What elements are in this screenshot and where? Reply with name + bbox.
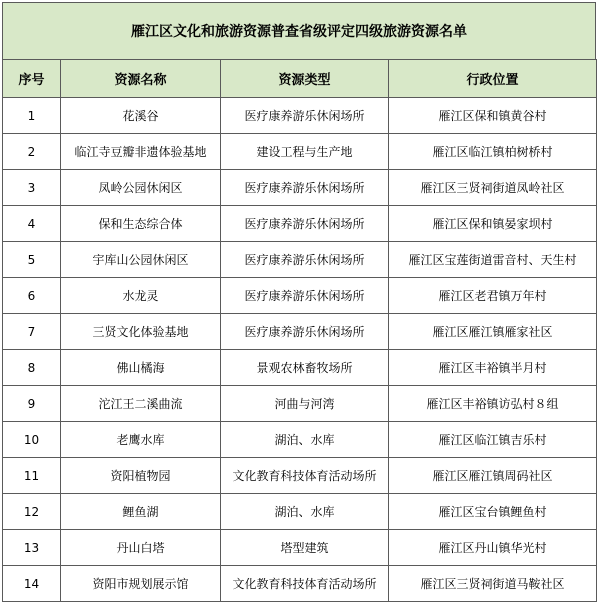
cell-index: 1	[3, 98, 61, 134]
cell-resource-name: 花溪谷	[61, 98, 221, 134]
cell-resource-type: 文化教育科技体育活动场所	[221, 458, 389, 494]
cell-resource-type: 医疗康养游乐休闲场所	[221, 278, 389, 314]
header-index: 序号	[3, 60, 61, 98]
cell-resource-type: 塔型建筑	[221, 530, 389, 566]
table-row	[3, 170, 597, 206]
cell-resource-type: 景观农林畜牧场所	[221, 350, 389, 386]
cell-index: 12	[3, 494, 61, 530]
table-body	[3, 98, 597, 602]
cell-index: 9	[3, 386, 61, 422]
cell-resource-name: 资阳市规划展示馆	[61, 566, 221, 602]
cell-resource-name: 水龙灵	[61, 278, 221, 314]
cell-location: 雁江区老君镇万年村	[389, 278, 597, 314]
cell-resource-name: 资阳植物园	[61, 458, 221, 494]
header-location: 行政位置	[389, 60, 597, 98]
cell-location: 雁江区保和镇晏家坝村	[389, 206, 597, 242]
cell-resource-name: 凤岭公园休闲区	[61, 170, 221, 206]
cell-resource-type: 湖泊、水库	[221, 422, 389, 458]
cell-resource-name: 临江寺豆瓣非遗体验基地	[61, 134, 221, 170]
table-row	[3, 314, 597, 350]
cell-location: 雁江区雁江镇周码社区	[389, 458, 597, 494]
header-resource-name: 资源名称	[61, 60, 221, 98]
cell-index: 14	[3, 566, 61, 602]
cell-index: 10	[3, 422, 61, 458]
cell-resource-name: 鲤鱼湖	[61, 494, 221, 530]
cell-location: 雁江区宝莲街道雷音村、天生村	[389, 242, 597, 278]
cell-index: 6	[3, 278, 61, 314]
table-row	[3, 566, 597, 602]
cell-index: 2	[3, 134, 61, 170]
cell-index: 7	[3, 314, 61, 350]
cell-index: 4	[3, 206, 61, 242]
cell-index: 8	[3, 350, 61, 386]
cell-location: 雁江区雁江镇雁家社区	[389, 314, 597, 350]
table-row	[3, 494, 597, 530]
cell-resource-type: 湖泊、水库	[221, 494, 389, 530]
cell-resource-type: 河曲与河湾	[221, 386, 389, 422]
cell-location: 雁江区丹山镇华光村	[389, 530, 597, 566]
table-row	[3, 206, 597, 242]
table-row	[3, 134, 597, 170]
cell-resource-type: 医疗康养游乐休闲场所	[221, 98, 389, 134]
cell-index: 13	[3, 530, 61, 566]
header-resource-type: 资源类型	[221, 60, 389, 98]
table-title: 雁江区文化和旅游资源普查省级评定四级旅游资源名单	[2, 2, 596, 60]
cell-resource-name: 老鹰水库	[61, 422, 221, 458]
resource-table	[2, 59, 597, 602]
cell-resource-type: 医疗康养游乐休闲场所	[221, 206, 389, 242]
cell-index: 3	[3, 170, 61, 206]
table-row	[3, 242, 597, 278]
cell-resource-name: 丹山白塔	[61, 530, 221, 566]
cell-location: 雁江区临江镇吉乐村	[389, 422, 597, 458]
cell-resource-name: 保和生态综合体	[61, 206, 221, 242]
cell-resource-type: 文化教育科技体育活动场所	[221, 566, 389, 602]
cell-location: 雁江区丰裕镇半月村	[389, 350, 597, 386]
cell-resource-type: 医疗康养游乐休闲场所	[221, 242, 389, 278]
header-row	[3, 60, 597, 98]
cell-resource-name: 沱江王二溪曲流	[61, 386, 221, 422]
table-row	[3, 458, 597, 494]
cell-resource-name: 三贤文化体验基地	[61, 314, 221, 350]
cell-location: 雁江区保和镇黄谷村	[389, 98, 597, 134]
table-row	[3, 386, 597, 422]
table-row	[3, 422, 597, 458]
cell-location: 雁江区三贤祠街道凤岭社区	[389, 170, 597, 206]
cell-location: 雁江区丰裕镇访弘村８组	[389, 386, 597, 422]
cell-location: 雁江区宝台镇鲤鱼村	[389, 494, 597, 530]
table-row	[3, 530, 597, 566]
cell-resource-type: 建设工程与生产地	[221, 134, 389, 170]
cell-index: 5	[3, 242, 61, 278]
cell-location: 雁江区临江镇柏树桥村	[389, 134, 597, 170]
cell-resource-name: 宇库山公园休闲区	[61, 242, 221, 278]
table-row	[3, 350, 597, 386]
resource-list-sheet	[2, 2, 598, 608]
table-row	[3, 98, 597, 134]
cell-index: 11	[3, 458, 61, 494]
cell-resource-type: 医疗康养游乐休闲场所	[221, 170, 389, 206]
table-row	[3, 278, 597, 314]
cell-resource-name: 佛山橘海	[61, 350, 221, 386]
cell-resource-type: 医疗康养游乐休闲场所	[221, 314, 389, 350]
cell-location: 雁江区三贤祠街道马鞍社区	[389, 566, 597, 602]
